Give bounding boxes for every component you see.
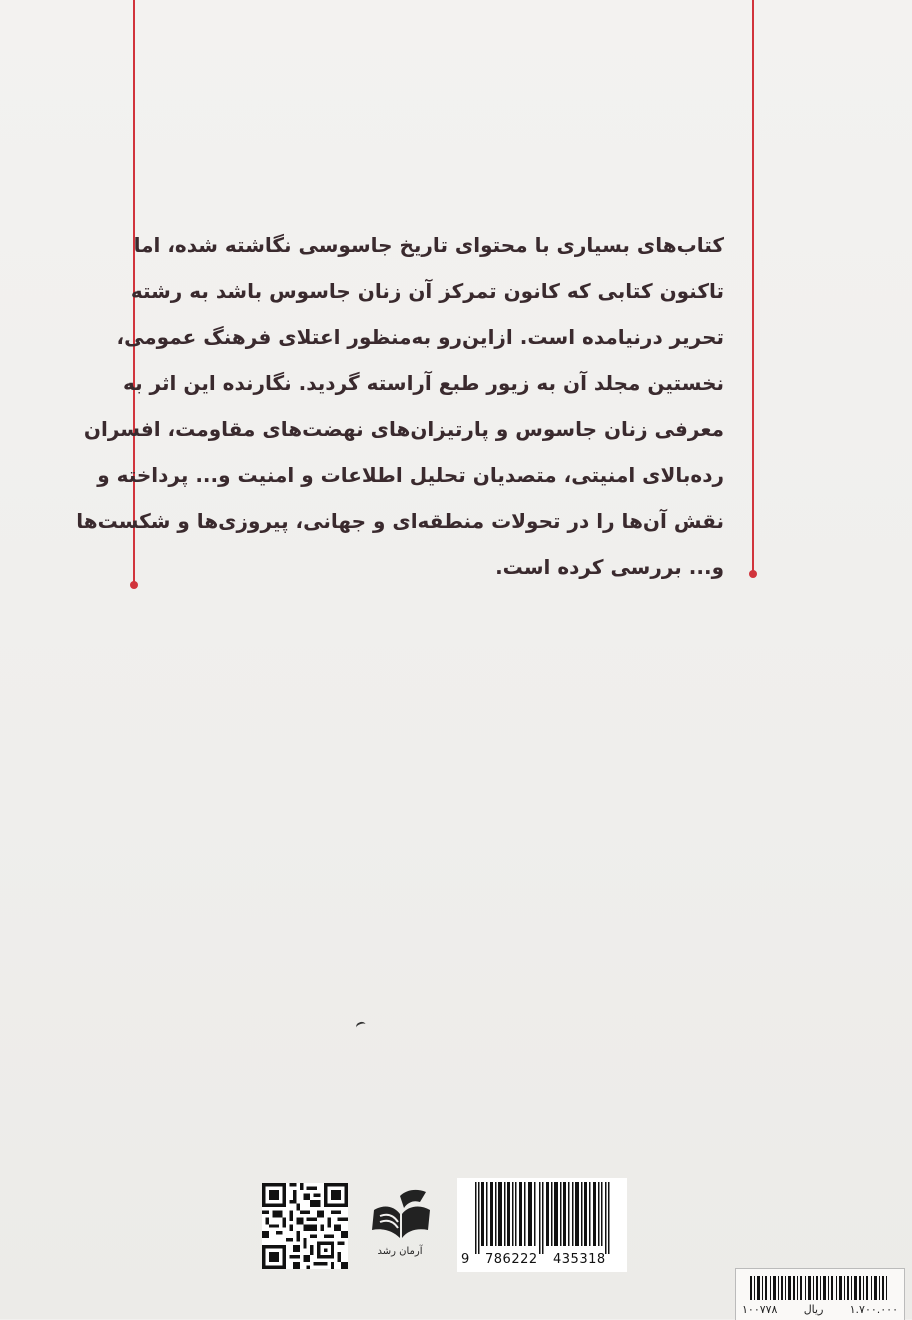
book-bird-logo-icon: [360, 1188, 440, 1246]
isbn-group-2: 435318: [553, 1252, 606, 1267]
right-red-rule: [752, 0, 754, 572]
blurb-line: و... بررسی کرده است.: [495, 555, 724, 579]
sticker-price: ۱.۷۰۰.۰۰۰: [849, 1303, 898, 1316]
blurb-line: تحریر درنیامده است. ازاین‌رو به‌منظور اعتلای فرهنگ عمومی،: [116, 325, 724, 349]
publisher-name: آرمان رشد: [377, 1246, 423, 1257]
blurb-text: [76, 222, 724, 590]
blurb-line: معرفی زنان جاسوس و پارتیزان‌های نهضت‌های مقاومت، افسران: [83, 417, 724, 441]
sticker-currency: ریال: [803, 1303, 824, 1316]
ink-mark: [355, 1021, 367, 1032]
isbn-prefix: 9: [461, 1252, 470, 1267]
blurb-line: تاکنون کتابی که کانون تمرکز آن زنان جاسوس باشد به رشته: [130, 279, 724, 303]
blurb-line: رده‌بالای امنیتی، متصدیان تحلیل اطلاعات و امنیت و... پرداخته و: [97, 463, 724, 487]
sticker-code: ۱۰۰۷۷۸: [742, 1303, 778, 1316]
blurb-line: کتاب‌های بسیاری با محتوای تاریخ جاسوسی نگاشته شده، اما: [133, 233, 724, 257]
blurb-line: نقش آن‌ها را در تحولات منطقه‌ای و جهانی، پیروزی‌ها و شکست‌ها: [76, 509, 724, 533]
sticker-text: [742, 1303, 898, 1316]
blurb-line: نخستین مجلد آن به زیور طبع آراسته گردید. نگارنده این اثر به: [122, 371, 724, 395]
price-sticker: [735, 1268, 905, 1320]
right-red-dot: [749, 570, 757, 578]
isbn-barcode: [457, 1178, 627, 1272]
qr-code: [262, 1183, 348, 1269]
publisher-logo: [360, 1188, 440, 1266]
left-red-dot: [130, 581, 138, 589]
isbn-group-1: 786222: [485, 1252, 538, 1267]
